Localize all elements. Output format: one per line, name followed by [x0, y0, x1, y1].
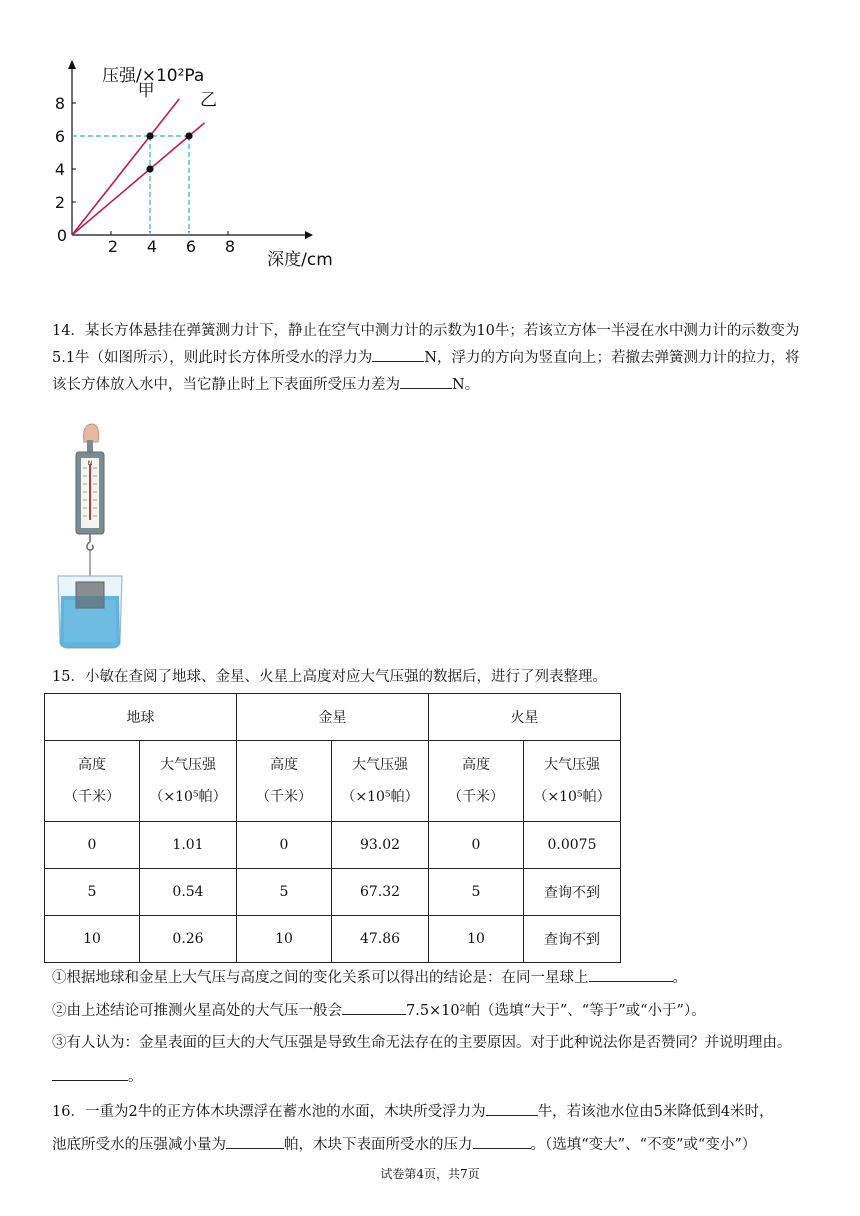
table-cell: 10: [429, 916, 524, 963]
y-tick-label: 4: [54, 160, 66, 179]
series-label-jia: 甲: [137, 80, 155, 101]
table-cell: 1.01: [140, 822, 237, 869]
column-height: 高度 （千米）: [429, 741, 524, 822]
q14-text-b: N，浮力的方向为竖直向上；若撤去弹簧测力计的拉力，将该长方体放入水中，当它静止时上下表面所受压力差为: [52, 350, 800, 393]
y-axis-arrow: [68, 60, 76, 69]
x-tick-label: 6: [185, 237, 197, 256]
question-14: [52, 318, 812, 399]
table-cell: 0: [237, 822, 332, 869]
q14-blank-1[interactable]: [372, 347, 424, 362]
q14-blank-2[interactable]: [400, 374, 452, 389]
column-height: 高度 （千米）: [237, 741, 332, 822]
origin-label: 0: [56, 226, 68, 245]
series-line-jia: [72, 99, 179, 235]
table-cell: 0.54: [140, 869, 237, 916]
table-cell: 5: [237, 869, 332, 916]
series-label-yi: 乙: [200, 90, 217, 111]
planet-header-venus: 金星: [237, 694, 429, 741]
series-line-yi: [72, 123, 205, 235]
page-footer: 试卷第4页，共7页: [380, 1167, 480, 1181]
atmospheric-pressure-table: [44, 693, 621, 963]
x-tick-label: 8: [224, 237, 236, 256]
question-16-line-1: 16．一重为2牛的正方体木块漂浮在蓄水池的水面，木块所受浮力为 牛，若该池水位由5米降低到4米时，: [52, 1101, 774, 1122]
q16-blank-2[interactable]: [226, 1134, 284, 1149]
table-row: [45, 822, 621, 869]
table-row: [45, 869, 621, 916]
q16-blank-1[interactable]: [486, 1101, 538, 1116]
y-tick-label: 2: [54, 193, 66, 212]
data-point: [185, 132, 192, 139]
q15-item-2: ②由上述结论可推测火星高处的大气压一般会 7.5×10²帕（选填“大于”、“等于”或“小于”）。: [52, 1000, 706, 1021]
table-cell: 查询不到: [524, 916, 621, 963]
q14-text-a: 14．某长方体悬挂在弹簧测力计下，静止在空气中测力计的示数为10牛；若该立方体一半浸在水中测力计的示数变为5.1牛（如图所示），则此时长方体所受水的浮力为: [52, 323, 800, 366]
y-tick-label: 8: [54, 94, 66, 113]
table-cell: 93.02: [332, 822, 429, 869]
q15-blank-1[interactable]: [589, 967, 673, 982]
data-point: [146, 132, 153, 139]
planet-header-earth: 地球: [45, 694, 237, 741]
table-row: [45, 916, 621, 963]
x-tick-label: 4: [146, 237, 158, 256]
question-16-line-2: 池底所受水的压强减小量为 帕，木块下表面所受水的压力 。（选填“变大”、“不变”或“变小”）: [52, 1134, 756, 1155]
q15-item-3-answer: 。: [52, 1066, 143, 1087]
q15-item-3: ③有人认为：金星表面的巨大的大气压强是导致生命无法存在的主要原因。对于此种说法你是否赞同？并说明理由。: [52, 1035, 792, 1051]
table-cell: 查询不到: [524, 869, 621, 916]
y-tick-label: 6: [54, 127, 66, 146]
spring-scale-illustration: [50, 420, 130, 652]
table-cell: 10: [45, 916, 140, 963]
column-pressure: 大气压强 （×10⁵帕）: [524, 741, 621, 822]
table-cell: 5: [429, 869, 524, 916]
column-pressure: 大气压强 （×10⁵帕）: [332, 741, 429, 822]
planet-header-mars: 火星: [429, 694, 621, 741]
table-cell: 10: [237, 916, 332, 963]
q16-blank-3[interactable]: [473, 1134, 531, 1149]
x-axis-arrow: [305, 231, 313, 239]
table-cell: 0: [45, 822, 140, 869]
data-point: [146, 165, 153, 172]
y-axis-title: 压强/×10²Pa: [102, 66, 205, 86]
table-cell: 0.26: [140, 916, 237, 963]
q14-text-c: N。: [452, 377, 480, 393]
pressure-depth-graph: [50, 55, 370, 280]
x-tick-label: 2: [107, 237, 119, 256]
q15-item-1: ①根据地球和金星上大气压与高度之间的变化关系可以得出的结论是：在同一星球上 。: [52, 967, 687, 988]
scale-unit-label: N: [87, 460, 93, 467]
table-cell: 0.0075: [524, 822, 621, 869]
table-cell: 5: [45, 869, 140, 916]
table-cell: 67.32: [332, 869, 429, 916]
column-pressure: 大气压强 （×10⁵帕）: [140, 741, 237, 822]
table-cell: 0: [429, 822, 524, 869]
q15-blank-2[interactable]: [342, 1000, 406, 1015]
column-height: 高度 （千米）: [45, 741, 140, 822]
question-15-intro: 15．小敏在查阅了地球、金星、火星上高度对应大气压强的数据后，进行了列表整理。: [52, 669, 607, 685]
hand-icon: [83, 424, 98, 442]
table-cell: 47.86: [332, 916, 429, 963]
q15-blank-3[interactable]: [52, 1066, 128, 1081]
x-axis-title: 深度/cm: [267, 250, 333, 270]
